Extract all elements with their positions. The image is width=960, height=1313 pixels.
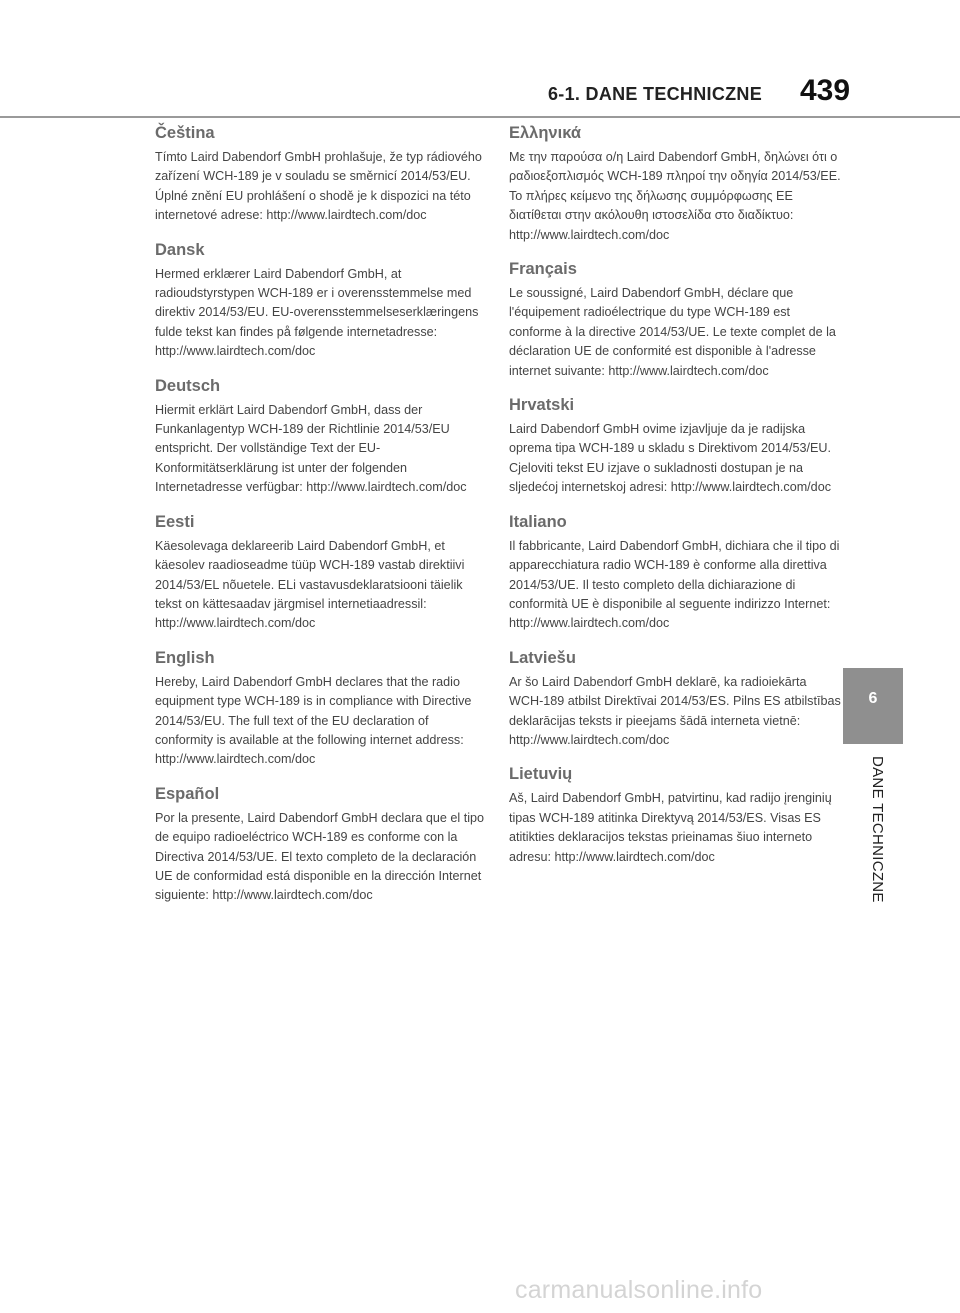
language-section-cs: [155, 122, 487, 226]
page-number: 439: [800, 74, 851, 107]
section-text: Käesolevaga deklareerib Laird Dabendorf GmbH, et käesolev raadioseadme tüüp WCH-189 vastab direktiivi 2014/53/EL nõuetele. ELi vastavusdeklaratsiooni täielik tekst on kättesaadav järgmisel internetiaadressil: http://www.lairdtech.com/doc: [155, 538, 465, 631]
section-heading: Français: [509, 260, 577, 279]
page-header: [0, 70, 960, 110]
section-heading: Latviešu: [509, 648, 576, 667]
section-title: 6-1. DANE TECHNICZNE: [548, 84, 763, 104]
language-section-lv: [509, 647, 841, 751]
section-heading: Deutsch: [155, 376, 221, 395]
section-heading: English: [155, 648, 215, 667]
watermark: carmanualsonline.info: [515, 1276, 763, 1304]
right-column: [509, 122, 841, 880]
section-heading: Español: [155, 784, 220, 803]
section-text: Laird Dabendorf GmbH ovime izjavljuje da je radijska oprema tipa WCH-189 u skladu s Direktivom 2014/53/EU. Cjeloviti tekst EU izjave o sukladnosti dostupan je na sljedećoj internetskoj adresi: http://www.lairdtech.com/doc: [509, 422, 831, 495]
language-section-el: [509, 122, 841, 245]
language-section-hr: [509, 394, 841, 498]
section-text: Hereby, Laird Dabendorf GmbH declares that the radio equipment type WCH-189 is in compliance with Directive 2014/53/EU. The full text of the EU declaration of conformity is available at the following internet address: http://www.lairdtech.com/doc: [155, 674, 472, 767]
section-text: Le soussigné, Laird Dabendorf GmbH, déclare que l'équipement radioélectrique du type WCH-189 est conforme à la directive 2014/53/UE. Le texte complet de la déclaration UE de conformité est disponible à l'adresse internet suivante: http://www.lairdtech.com/doc: [509, 286, 836, 378]
language-section-en: [155, 647, 487, 770]
section-text: Tímto Laird Dabendorf GmbH prohlašuje, že typ rádiového zařízení WCH-189 je v souladu se směrnicí 2014/53/EU. Úplné znění EU prohlášení o shodě je k dispozici na této internetové adrese: http://www.lairdtech.com/doc: [155, 150, 482, 223]
header-divider: [0, 116, 960, 118]
language-section-it: [509, 511, 841, 634]
language-section-fr: [509, 258, 841, 381]
section-heading: Hrvatski: [509, 396, 575, 415]
section-heading: Čeština: [155, 124, 215, 142]
chapter-number: 6: [868, 690, 878, 707]
section-heading: Eesti: [155, 512, 195, 531]
left-column: [155, 122, 487, 919]
language-section-et: [155, 511, 487, 634]
section-text: Hiermit erklärt Laird Dabendorf GmbH, dass der Funkanlagentyp WCH-189 der Richtlinie 2014/53/EU entspricht. Der vollständige Text der EU-Konformitätserklärung ist unter der folgenden Internetadresse verfügbar: http://www.lairdtech.com/doc: [155, 402, 467, 495]
language-section-de: [155, 375, 487, 498]
section-text: Hermed erklærer Laird Dabendorf GmbH, at radioudstyrstypen WCH-189 er i overensstemmelse med direktiv 2014/53/EU. EU-overensstemmelseserklæringens fulde tekst kan findes på følgende internetadresse: http://www.lairdtech.com/doc: [155, 266, 479, 359]
section-heading: Italiano: [509, 512, 567, 531]
section-heading: Ελληνικά: [509, 124, 581, 142]
section-heading: Lietuvių: [509, 765, 573, 784]
section-text: Ar šo Laird Dabendorf GmbH deklarē, ka radioiekārta WCH-189 atbilst Direktīvai 2014/53/ES. Pilns ES atbilstības deklarācijas teksts ir pieejams šādā interneta vietnē: http://www.lairdtech.com/doc: [509, 674, 841, 747]
language-section-da: [155, 239, 487, 362]
section-text: Με την παρούσα ο/η Laird Dabendorf GmbH, δηλώνει ότι ο ραδιοεξοπλισμός WCH-189 πληροί την οδηγία 2014/53/ΕΕ. Το πλήρες κείμενο της δήλωσης συμμόρφωσης ΕΕ διατίθεται στην ακόλουθη ιστοσελίδα στο διαδίκτυο: http://www.lairdtech.com/doc: [509, 150, 841, 242]
section-text: Il fabbricante, Laird Dabendorf GmbH, dichiara che il tipo di apparecchiatura radio WCH-189 è conforme alla direttiva 2014/53/UE. Il testo completo della dichiarazione di conformità UE è disponibile al seguente indirizzo Internet: http://www.lairdtech.com/doc: [509, 538, 840, 631]
language-section-lt: [509, 763, 841, 867]
section-text: Por la presente, Laird Dabendorf GmbH declara que el tipo de equipo radioeléctrico WCH-189 es conforme con la Directiva 2014/53/UE. El texto completo de la declaración UE de conformidad está disponible en la dirección Internet siguiente: http://www.lairdtech.com/doc: [155, 810, 485, 903]
section-heading: Dansk: [155, 240, 205, 259]
section-text: Aš, Laird Dabendorf GmbH, patvirtinu, kad radijo įrenginių tipas WCH-189 atitinka Direktyvą 2014/53/ES. Visas ES atitikties deklaracijos tekstas prieinamas šiuo interneto adresu: http://www.lairdtech.com/doc: [509, 791, 832, 864]
chapter-tab: [843, 668, 903, 744]
chapter-label: DANE TECHNICZNE: [869, 756, 886, 903]
language-section-es: [155, 783, 487, 906]
